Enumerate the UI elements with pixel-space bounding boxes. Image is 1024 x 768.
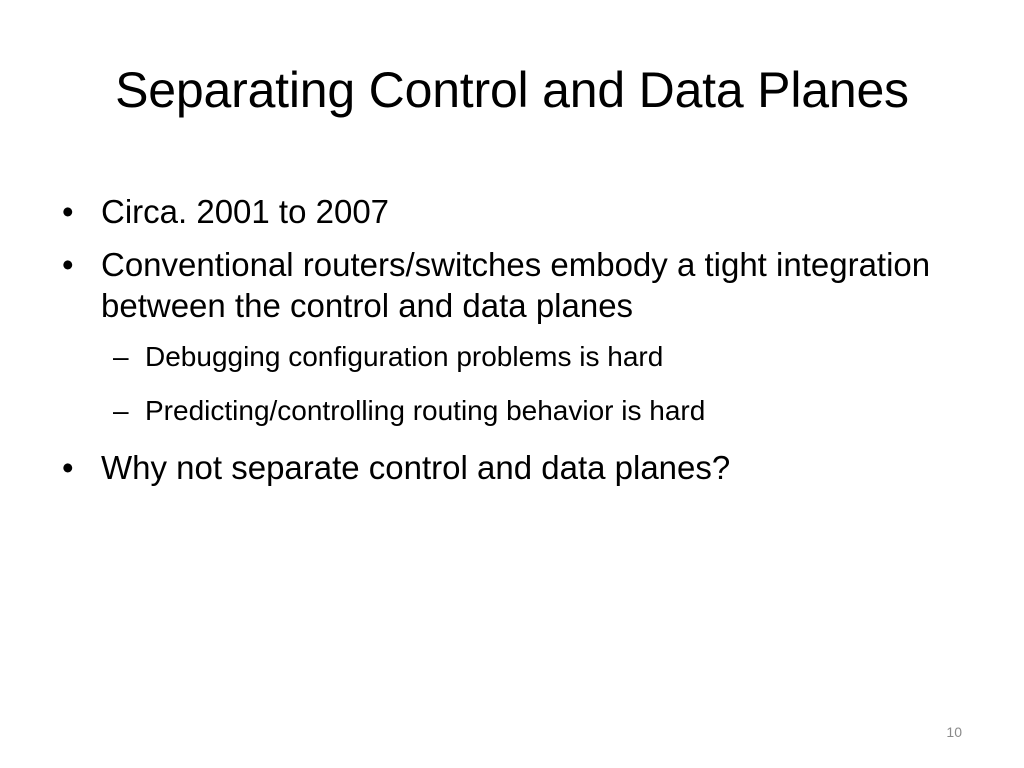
sub-bullet-list [56, 339, 976, 430]
bullet-item [56, 245, 976, 327]
sub-bullet-marker: – [113, 395, 129, 427]
bullet-text: Why not separate control and data planes? [101, 448, 731, 486]
bullet-item [56, 448, 976, 489]
bullet-marker: • [62, 448, 74, 486]
sub-bullet-item [56, 339, 976, 375]
slide-title: Separating Control and Data Planes [115, 62, 909, 118]
page-number: 10 [946, 724, 962, 740]
bullet-item [56, 192, 976, 233]
slide-body [56, 192, 976, 500]
sub-bullet-text: Predicting/controlling routing behavior is hard [145, 395, 706, 427]
sub-bullet-item [56, 393, 976, 429]
sub-bullet-marker: – [113, 340, 129, 372]
bullet-text: Circa. 2001 to 2007 [101, 193, 390, 230]
bullet-marker: • [62, 193, 74, 230]
sub-bullet-text: Debugging configuration problems is hard [145, 340, 664, 372]
bullet-text: Conventional routers/switches embody a tight integration between the control and data planes [101, 245, 931, 324]
bullet-marker: • [62, 245, 74, 283]
